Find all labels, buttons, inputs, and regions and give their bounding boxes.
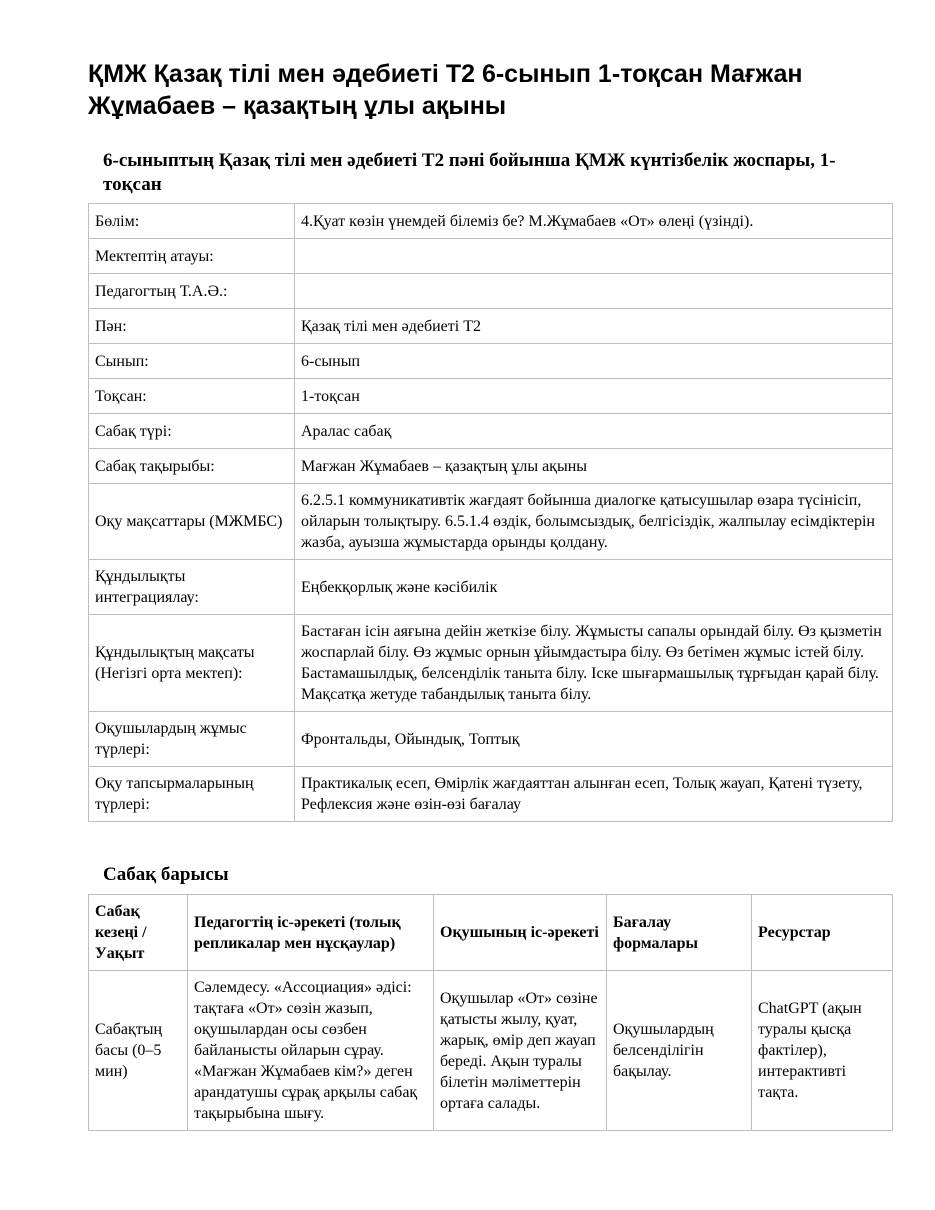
column-header-teacher-activity: Педагогтің іс-әрекеті (толық репликалар мен нұсқаулар) bbox=[188, 895, 434, 971]
info-value: Мағжан Жұмабаев – қазақтың ұлы ақыны bbox=[295, 449, 893, 484]
info-value: 4.Қуат көзін үнемдей білеміз бе? М.Жұмабаев «От» өлеңі (үзінді). bbox=[295, 204, 893, 239]
info-value: 6.2.5.1 коммуникативтік жағдаят бойынша диалогке қатысушылар өзара түсінісіп, ойларын толықтыру. 6.5.1.4 өздік, болымсыздық, белгісіздік, жалпылау есімдіктерін жазба, ауызша жұмыстарда орынды қолдану. bbox=[295, 484, 893, 560]
info-label: Пән: bbox=[89, 309, 295, 344]
info-label: Сабақ тақырыбы: bbox=[89, 449, 295, 484]
table-row bbox=[89, 971, 893, 1131]
info-row-grade bbox=[89, 344, 893, 379]
info-row-quarter bbox=[89, 379, 893, 414]
info-value: Қазақ тілі мен әдебиеті Т2 bbox=[295, 309, 893, 344]
info-value: 6-сынып bbox=[295, 344, 893, 379]
info-value bbox=[295, 274, 893, 309]
info-label: Сабақ түрі: bbox=[89, 414, 295, 449]
info-label: Оқу тапсырмаларының түрлері: bbox=[89, 767, 295, 822]
info-value: 1-тоқсан bbox=[295, 379, 893, 414]
column-header-student-activity: Оқушының іс-әрекеті bbox=[434, 895, 607, 971]
info-value: Еңбекқорлық және кәсібилік bbox=[295, 560, 893, 615]
lesson-progress-table bbox=[88, 894, 893, 1131]
student-activity-cell: Оқушылар «От» сөзіне қатысты жылу, қуат, жарық, өмір деп жауап береді. Ақын туралы білетін мәліметтерін ортаға салады. bbox=[434, 971, 607, 1131]
info-row-task-types bbox=[89, 767, 893, 822]
lesson-progress-heading: Сабақ барысы bbox=[103, 864, 229, 885]
info-label: Құндылықтың мақсаты (Негізгі орта мектеп): bbox=[89, 615, 295, 712]
assessment-cell: Оқушылардың белсенділігін бақылау. bbox=[607, 971, 752, 1131]
info-row-value-integration bbox=[89, 560, 893, 615]
info-value bbox=[295, 239, 893, 274]
info-label: Мектептің атауы: bbox=[89, 239, 295, 274]
info-row-teacher bbox=[89, 274, 893, 309]
info-row-subject bbox=[89, 309, 893, 344]
table-header-row bbox=[89, 895, 893, 971]
info-row-learning-objectives bbox=[89, 484, 893, 560]
column-header-stage: Сабақ кезеңі / Уақыт bbox=[89, 895, 188, 971]
lesson-info-table bbox=[88, 203, 893, 822]
info-label: Сынып: bbox=[89, 344, 295, 379]
info-value: Практикалық есеп, Өмірлік жағдаяттан алынған есеп, Толық жауап, Қатені түзету, Рефлексия және өзін-өзі бағалау bbox=[295, 767, 893, 822]
info-row-lesson-type bbox=[89, 414, 893, 449]
info-value: Аралас сабақ bbox=[295, 414, 893, 449]
info-row-work-types bbox=[89, 712, 893, 767]
teacher-activity-cell: Сәлемдесу. «Ассоциация» әдісі: тақтаға «От» сөзін жазып, оқушылардан осы сөзбен байланысты ойларын сұрау. «Мағжан Жұмабаев кім?» деген арандатушы сұрақ арқылы сабақ тақырыбына шығу. bbox=[188, 971, 434, 1131]
info-label: Құндылықты интеграциялау: bbox=[89, 560, 295, 615]
info-value: Бастаған ісін аяғына дейін жеткізе білу. Жұмысты сапалы орындай білу. Өз қызметін жоспарлай білу. Өз жұмыс орнын ұйымдастыра білу. Өз бетімен жұмыс істей білу. Бастамашылдық, белсенділік таныта білу. Іске шығармашылық тұрғыдан қарай білу. Мақсатқа жетуде табандылық таныта білу. bbox=[295, 615, 893, 712]
column-header-assessment: Бағалау формалары bbox=[607, 895, 752, 971]
info-label: Педагогтың Т.А.Ә.: bbox=[89, 274, 295, 309]
info-label: Бөлім: bbox=[89, 204, 295, 239]
info-row-value-goal bbox=[89, 615, 893, 712]
column-header-resources: Ресурстар bbox=[752, 895, 893, 971]
document-title: ҚМЖ Қазақ тілі мен әдебиеті Т2 6-сынып 1-тоқсан Мағжан Жұмабаев – қазақтың ұлы ақыны bbox=[88, 60, 803, 120]
info-row-section bbox=[89, 204, 893, 239]
info-label: Оқу мақсаттары (МЖМБС) bbox=[89, 484, 295, 560]
plan-subtitle: 6-сыныптың Қазақ тілі мен әдебиеті Т2 пәні бойынша ҚМЖ күнтізбелік жоспары, 1-тоқсан bbox=[103, 150, 836, 195]
info-row-school bbox=[89, 239, 893, 274]
info-label: Тоқсан: bbox=[89, 379, 295, 414]
stage-cell: Сабақтың басы (0–5 мин) bbox=[89, 971, 188, 1131]
info-label: Оқушылардың жұмыс түрлері: bbox=[89, 712, 295, 767]
resources-cell: ChatGPT (ақын туралы қысқа фактілер), интерактивті тақта. bbox=[752, 971, 893, 1131]
info-value: Фронтальды, Ойындық, Топтық bbox=[295, 712, 893, 767]
info-row-lesson-topic bbox=[89, 449, 893, 484]
